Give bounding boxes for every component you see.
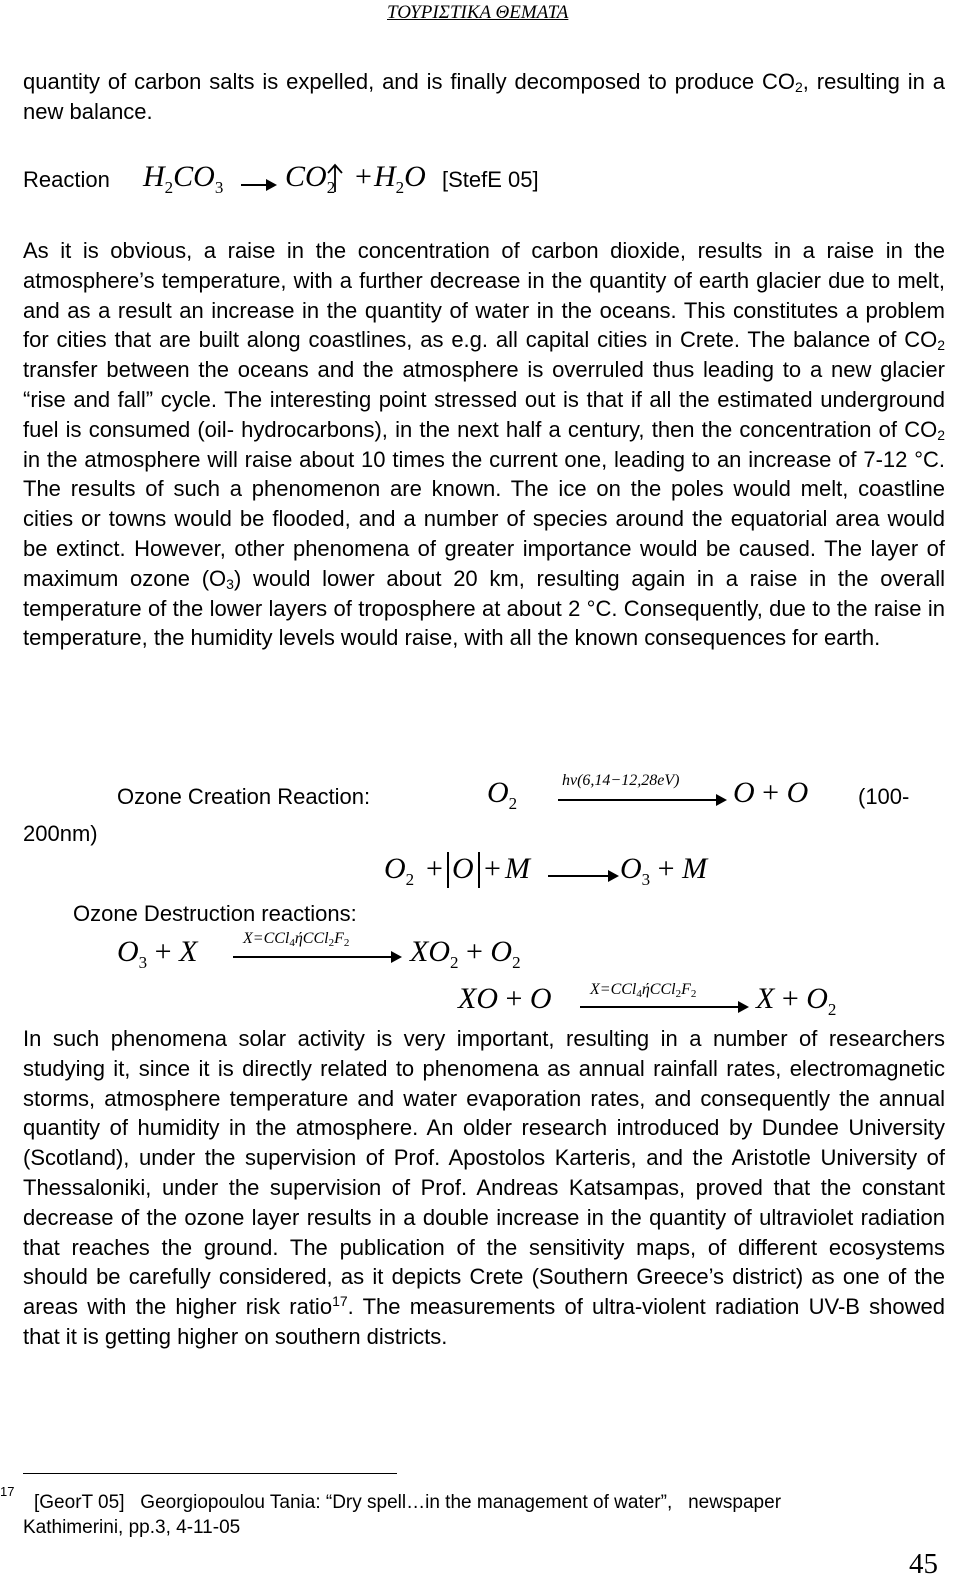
page-number: 45 — [909, 1548, 938, 1580]
creation-step2-products: $O_3 + M$ — [620, 852, 708, 889]
reactant-carbonic-acid: $H_2CO_3$ — [143, 160, 224, 197]
destruction-step2-arrow-label: $X=CCl_4ήCCl_2F_2$ — [590, 981, 697, 1000]
creation-step2-arrow — [548, 875, 612, 877]
creation-reactant: $O_2$ — [487, 776, 518, 813]
destruction-step1-arrow — [233, 956, 395, 958]
footnote-number: 17 — [0, 1484, 15, 1499]
destruction-step1-reactants: $O_3 + X$ — [117, 935, 198, 972]
creation-arrow-label: hν(6,14−12,28eV) — [562, 772, 680, 789]
product-water: $H_2O$ — [374, 160, 426, 197]
destruction-step2-reactants: XO + O — [458, 982, 552, 1015]
wavelength-range-start: (100- — [858, 784, 910, 809]
reaction-arrow-head — [266, 179, 277, 191]
gas-release-arrow-icon — [326, 163, 344, 193]
ozone-destruction-label: Ozone Destruction reactions: — [73, 901, 357, 926]
running-title: ΤΟΥΡΙΣΤΙΚΑ ΘΕΜΑΤΑ — [387, 2, 569, 23]
footnote-line-1: [GeorT 05] Georgiopoulou Tania: “Dry spell…in the management of water”, newspaper — [34, 1492, 782, 1513]
destruction-step1-arrow-head — [391, 951, 402, 963]
destruction-step2-arrow — [580, 1006, 742, 1008]
creation-step2-arrow-head — [608, 870, 619, 882]
footnote-separator — [23, 1473, 397, 1474]
reaction-citation: [StefE 05] — [442, 167, 539, 192]
reaction-plus: + — [355, 160, 372, 193]
creation-step2-m: M — [505, 852, 530, 885]
creation-arrow — [558, 799, 720, 801]
creation-products: O + O — [733, 776, 809, 809]
destruction-step2-products: $X + O_2$ — [756, 982, 837, 1019]
footnote-reference[interactable]: 17 — [332, 1293, 348, 1310]
reaction-arrow — [241, 184, 269, 186]
abs-bar-left — [447, 852, 449, 888]
footnote-line-2: Kathimerini, pp.3, 4-11-05 — [23, 1517, 241, 1538]
paragraph-main: As it is obvious, a raise in the concentration of carbon dioxide, results in a raise in the atmosphere’s temperature, with a further decrease in the quantity of earth glacier due to melt, and as a result an increase in the quantity of water in the oceans. This constitutes a problem for cities that are built along coastlines, as e.g. all capital cities in Crete. The balance of $CO_2$ transfer between the oceans and the atmosphere is overruled thus leading to a new glacier “rise and fall” cycle. The interesting point stressed out is that if all the estimated underground fuel is consumed (oil- hydrocarbons), in the next half a century, then the concentration of $CO_2$ in the atmosphere will raise about 10 times the current one, leading to an increase of 7-12 °C. The results of such a phenomenon are known. The ice on the poles would melt, coastline cities or towns would be flooded, and a number of species around the equatorial area would be extinct. However, other phenomena of greater importance would be caused. The layer of maximum ozone $(O_3)$ would lower about 20 km, resulting again in a raise in the overall temperature of the lower layers of troposphere at about 2 °C. Consequently, due to the raise in temperature, the humidity levels would raise, with all the known consequences for earth. — [23, 238, 945, 651]
reaction-label: Reaction — [23, 167, 110, 192]
running-header — [0, 0, 960, 22]
creation-arrow-head — [716, 794, 727, 806]
creation-step2-plus1: + — [426, 852, 443, 885]
destruction-step1-products: $XO_2 + O_2$ — [410, 935, 521, 972]
destruction-step2-arrow-head — [738, 1001, 749, 1013]
creation-step2-plus2: + — [484, 852, 501, 885]
abs-bar-right — [478, 852, 480, 888]
ozone-creation-label: Ozone Creation Reaction: — [117, 784, 371, 809]
creation-step2-reactant: $O_2$ — [384, 852, 415, 889]
paragraph-solar-activity: In such phenomena solar activity is very important, resulting in a number of researchers studying it, since it is directly related to phenomena as annual rainfall rates, electromagnetic storms, atmosphere temperature and water evaporation rates, and consequently the annual quantity of humidity in the atmosphere. An older research introduced by Dundee University (Scotland), under the supervision of Prof. Apostolos Karteris, and the Aristotle University of Thessaloniki, under the supervision of Prof. Andreas Katsampas, proved that the constant decrease of the ozone layer results in a double increase in the quantity of ultraviolet radiation that reaches the ground. The publication of the sensitivity maps, of different ecosystems should be carefully considered, as it depicts Crete (Southern Greece’s district) as one of the areas with the higher risk ratio$^{17}$. The measurements of ultra-violent radiation UV-B showed that it is getting higher on southern districts. — [23, 1026, 946, 1349]
wavelength-range-end: 200nm) — [23, 821, 98, 846]
paragraph-intro: quantity of carbon salts is expelled, and is finally decomposed to produce $CO_2$, resulting in a new balance. — [23, 69, 946, 124]
creation-step2-atomic-oxygen: O — [452, 852, 474, 885]
destruction-step1-arrow-label: $X=CCl_4ήCCl_2F_2$ — [243, 930, 350, 949]
product-carbon-dioxide: $CO_2$ — [285, 160, 336, 197]
